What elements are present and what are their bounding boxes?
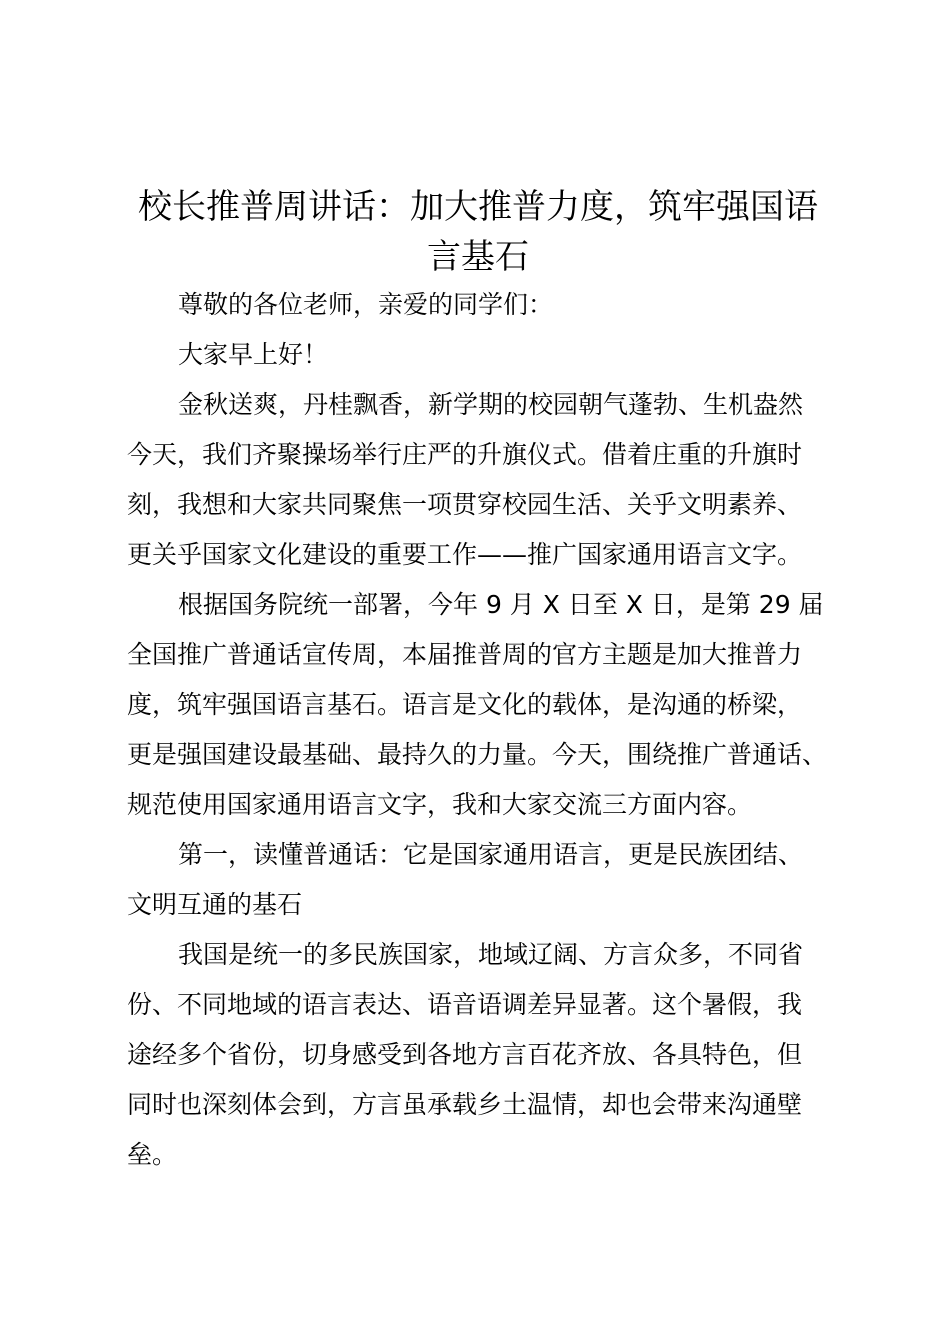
paragraph-line: 更关乎国家文化建设的重要工作——推广国家通用语言文字。 bbox=[127, 540, 803, 569]
paragraph-line: 途经多个省份，切身感受到各地方言百花齐放、各具特色，但 bbox=[127, 1040, 803, 1069]
paragraph-line: 同时也深刻体会到，方言虽承载乡土温情，却也会带来沟通壁 bbox=[127, 1090, 803, 1119]
paragraph-line: 份、不同地域的语言表达、语音语调差异显著。这个暑假，我 bbox=[127, 990, 803, 1019]
greeting-paragraph bbox=[127, 330, 847, 380]
section-body-paragraph bbox=[127, 930, 847, 1180]
paragraph-line: 根据国务院统一部署，今年 9 月 X 日至 X 日，是第 29 届 bbox=[178, 590, 824, 619]
paragraph-line: 全国推广普通话宣传周，本届推普周的官方主题是加大推普力 bbox=[127, 640, 803, 669]
document-title bbox=[118, 182, 838, 282]
opening-paragraph bbox=[127, 380, 847, 580]
paragraph-line: 垒。 bbox=[127, 1140, 178, 1169]
title-line: 言基石 bbox=[427, 237, 529, 277]
document-body bbox=[127, 280, 847, 1180]
paragraph-line: 度，筑牢强国语言基石。语言是文化的载体，是沟通的桥梁， bbox=[127, 690, 803, 719]
paragraph-line: 刻，我想和大家共同聚焦一项贯穿校园生活、关乎文明素养、 bbox=[127, 490, 803, 519]
paragraph-line: 更是强国建设最基础、最持久的力量。今天，围绕推广普通话、 bbox=[127, 740, 828, 769]
paragraph-line: 今天，我们齐聚操场举行庄严的升旗仪式。借着庄重的升旗时 bbox=[127, 440, 803, 469]
section-heading-paragraph bbox=[127, 830, 847, 930]
paragraph-line: 金秋送爽，丹桂飘香，新学期的校园朝气蓬勃、生机盎然 bbox=[178, 390, 804, 419]
paragraph-line: 文明互通的基石 bbox=[127, 890, 303, 919]
background-paragraph bbox=[127, 580, 847, 830]
salutation-paragraph bbox=[127, 280, 847, 330]
paragraph-line: 规范使用国家通用语言文字，我和大家交流三方面内容。 bbox=[127, 790, 753, 819]
paragraph-line: 我国是统一的多民族国家，地域辽阔、方言众多，不同省 bbox=[178, 940, 804, 969]
paragraph-line: 大家早上好！ bbox=[178, 340, 329, 369]
paragraph-line: 第一，读懂普通话：它是国家通用语言，更是民族团结、 bbox=[178, 840, 804, 869]
paragraph-line: 尊敬的各位老师，亲爱的同学们： bbox=[178, 290, 554, 319]
title-line: 校长推普周讲话：加大推普力度，筑牢强国语 bbox=[138, 187, 818, 227]
